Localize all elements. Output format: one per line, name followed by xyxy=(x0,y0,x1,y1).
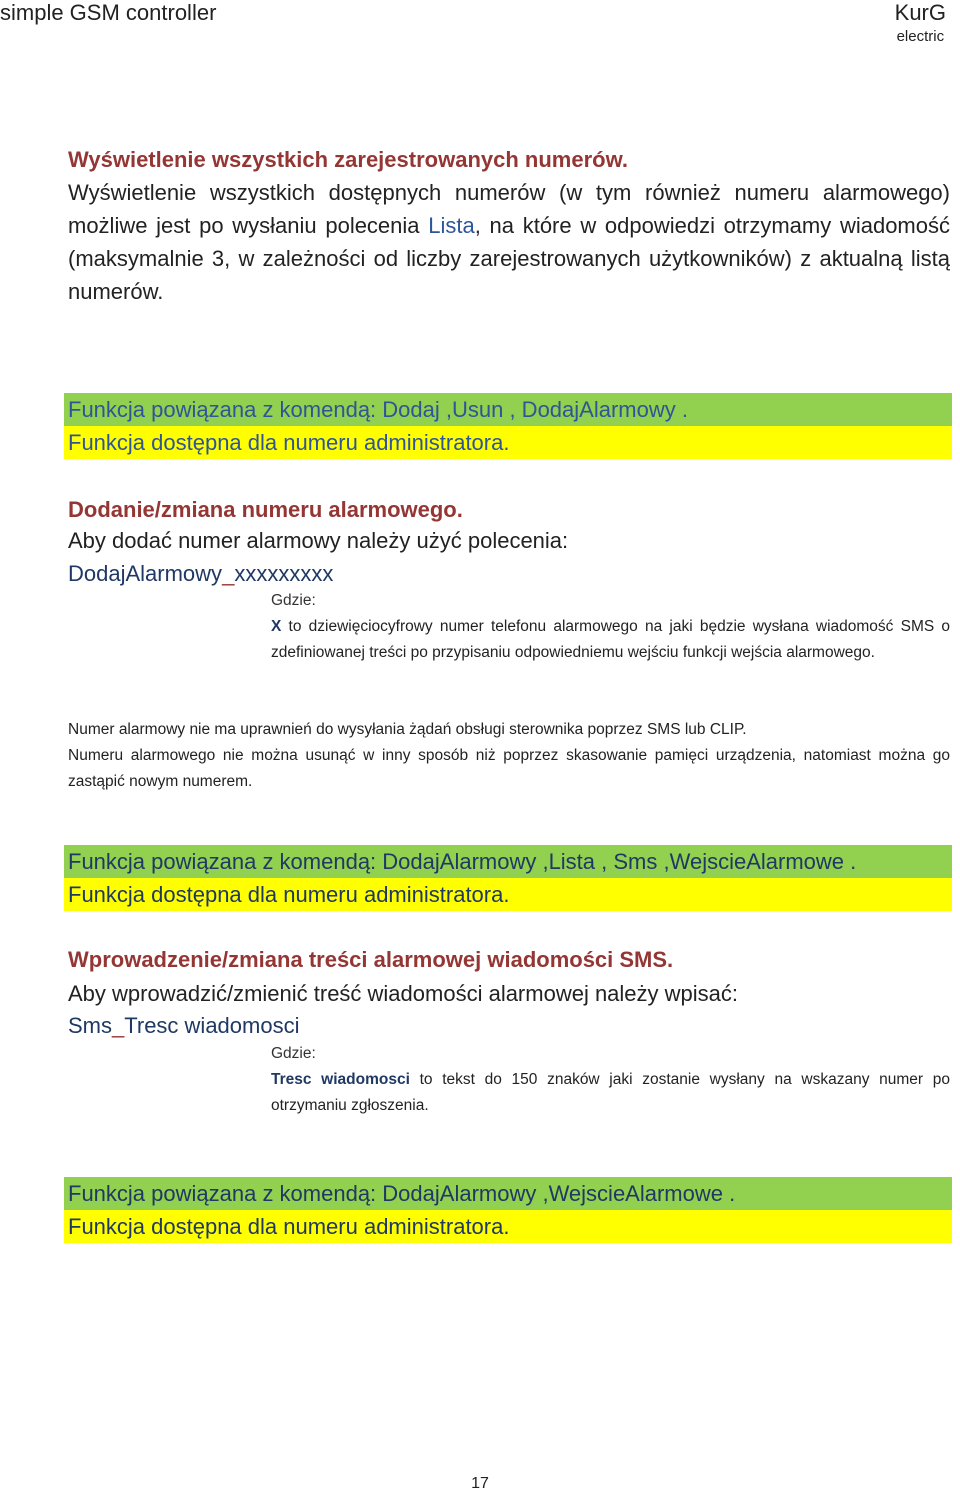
sms-command-name: Sms xyxy=(68,1013,112,1038)
access-band: Funkcja dostępna dla numeru administratora. xyxy=(64,878,952,911)
sms-where-label: Gdzie: xyxy=(271,1045,316,1062)
alarm-command-separator: _ xyxy=(222,561,235,586)
section-heading-sms: Wprowadzenie/zmiana treści alarmowej wiadomości SMS. xyxy=(68,947,674,972)
paragraph-list-post: , na które w odpowiedzi otrzymamy wiadomość (maksymalnie 3, w zależności od liczby zarejestrowanych użytkowników) z aktualną listą numerów. xyxy=(68,213,950,304)
related-commands-band: Funkcja powiązana z komendą: Dodaj ,Usun , DodajAlarmowy . xyxy=(64,393,952,426)
sms-command xyxy=(68,1009,299,1042)
brand-logo xyxy=(895,0,946,45)
access-band: Funkcja dostępna dla numeru administratora. xyxy=(64,1210,952,1243)
sms-description xyxy=(271,1067,950,1119)
section-heading-list: Wyświetlenie wszystkich zarejestrowanych numerów. xyxy=(68,147,628,172)
paragraph-list-pre: Wyświetlenie wszystkich dostępnych numerów (w tym również numeru alarmowego) możliwe jest po wysłaniu polecenia xyxy=(68,180,950,238)
related-commands-band: Funkcja powiązana z komendą: DodajAlarmowy ,Lista , Sms ,WejscieAlarmowe . xyxy=(64,845,952,878)
alarm-command xyxy=(68,557,333,590)
alarm-where-label: Gdzie: xyxy=(271,592,316,609)
sms-command-separator: _ xyxy=(112,1013,125,1038)
sms-term-text: to tekst do 150 znaków jaki zostanie wysłany na wskazany numer po otrzymaniu zgłoszenia. xyxy=(271,1071,950,1114)
alarm-x-text: to dziewięciocyfrowy numer telefonu alarmowego na jaki będzie wysłana wiadomość SMS o zdefiniowanej treści po przypisaniu odpowiedniemu wejściu funkcji wejścia alarmowego. xyxy=(271,618,950,661)
sms-command-arg: Tresc wiadomosci xyxy=(124,1013,300,1038)
document-title: simple GSM controller xyxy=(0,0,217,25)
alarm-x-term: X xyxy=(271,618,282,635)
command-lista: Lista xyxy=(428,213,475,238)
brand-subtitle: electric xyxy=(896,28,945,45)
alarm-intro: Aby dodać numer alarmowy należy użyć polecenia: xyxy=(68,528,569,553)
related-commands-band: Funkcja powiązana z komendą: DodajAlarmowy ,WejscieAlarmowe . xyxy=(64,1177,952,1210)
page-number: 17 xyxy=(471,1475,489,1492)
alarm-note-2: Numeru alarmowego nie można usunąć w inny sposób niż poprzez skasowanie pamięci urządzenia, natomiast można go zastąpić nowym numerem. xyxy=(68,747,950,790)
sms-intro: Aby wprowadzić/zmienić treść wiadomości alarmowej należy wpisać: xyxy=(68,981,739,1006)
alarm-x-description xyxy=(271,614,950,666)
access-band: Funkcja dostępna dla numeru administratora. xyxy=(64,426,952,459)
brand-name: KurG xyxy=(894,0,946,25)
sms-term: Tresc wiadomosci xyxy=(271,1071,410,1088)
paragraph-list xyxy=(68,176,950,308)
alarm-command-name: DodajAlarmowy xyxy=(68,561,223,586)
section-heading-alarm: Dodanie/zmiana numeru alarmowego. xyxy=(68,497,463,522)
alarm-note-1: Numer alarmowy nie ma uprawnień do wysyłania żądań obsługi sterownika poprzez SMS lub CLIP. xyxy=(68,721,747,738)
alarm-command-arg: xxxxxxxxx xyxy=(234,561,334,586)
